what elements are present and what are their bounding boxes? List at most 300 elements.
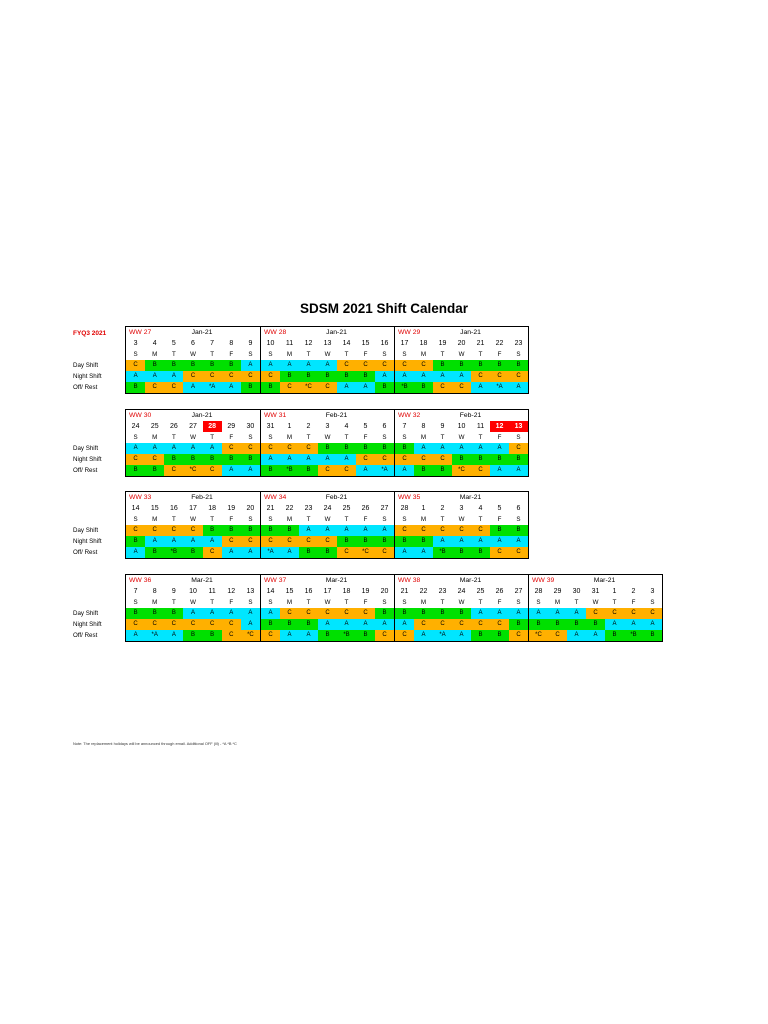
date-cell: 11 — [285, 340, 294, 347]
off-shift-cell: *A — [145, 630, 164, 641]
off-shift-cell: *A — [203, 382, 222, 393]
night-shift-cell: C — [241, 536, 260, 547]
weekday-cell: S — [402, 434, 407, 441]
weekday-cell: S — [382, 516, 387, 523]
day-shift-cell: A — [299, 525, 318, 536]
date-cell: 6 — [516, 505, 521, 512]
off-shift-cell: C — [261, 630, 280, 641]
night-shift-cell: C — [299, 536, 318, 547]
day-shift-cell: C — [183, 525, 202, 536]
off-shift-cell: A — [395, 547, 414, 558]
night-shift-cell: A — [395, 371, 414, 382]
day-shift-cell: B — [164, 360, 183, 371]
off-shift-cell: A — [414, 630, 433, 641]
day-shift-cell: A — [241, 360, 260, 371]
weekday-cell: W — [458, 516, 465, 523]
weekday-cell: S — [268, 434, 273, 441]
day-shift-cell: C — [356, 608, 375, 619]
weekday-cell: S — [536, 599, 541, 606]
day-shift-cell: A — [222, 608, 241, 619]
date-cell: 8 — [421, 423, 426, 430]
weekday-cell: T — [344, 434, 349, 441]
weekday-cell: T — [478, 599, 483, 606]
day-shift-cell: C — [126, 360, 145, 371]
weekday-cell: F — [229, 516, 234, 523]
work-week-label: WW 31 — [264, 412, 287, 419]
off-shift-cell: C — [471, 465, 490, 476]
month-label: Mar-21 — [191, 577, 213, 584]
off-shift-cell: B — [299, 547, 318, 558]
night-shift-cell: A — [452, 536, 471, 547]
night-shift-cell: A — [605, 619, 624, 630]
off-shift-cell: A — [509, 382, 528, 393]
calendar-block — [125, 326, 529, 394]
weekday-cell: T — [171, 599, 176, 606]
night-shift-cell: C — [509, 371, 528, 382]
off-shift-cell: B — [471, 630, 490, 641]
off-shift-cell: B — [241, 382, 260, 393]
off-shift-cell: A — [356, 465, 375, 476]
night-shift-cell: C — [471, 619, 490, 630]
off-shift-cell: A — [126, 547, 145, 558]
weekday-cell: M — [420, 599, 427, 606]
off-shift-cell: C — [337, 547, 356, 558]
night-shift-label: Night Shift — [73, 373, 102, 380]
day-shift-cell: A — [183, 443, 202, 454]
weekday-cell: T — [612, 599, 617, 606]
off-shift-cell: *C — [356, 547, 375, 558]
date-cell: 22 — [419, 588, 428, 595]
off-shift-cell: *C — [452, 465, 471, 476]
day-shift-cell: B — [318, 443, 337, 454]
night-shift-cell: B — [222, 454, 241, 465]
weekday-cell: F — [363, 434, 368, 441]
night-shift-cell: A — [643, 619, 662, 630]
night-shift-cell: C — [356, 454, 375, 465]
night-shift-cell: A — [145, 371, 164, 382]
night-shift-cell: B — [318, 371, 337, 382]
day-shift-cell: A — [318, 360, 337, 371]
weekday-cell: W — [190, 351, 196, 358]
date-cell: 3 — [325, 423, 330, 430]
page-title: SDSM 2021 Shift Calendar — [299, 301, 469, 316]
night-shift-cell: B — [356, 536, 375, 547]
night-shift-cell: A — [395, 619, 414, 630]
day-shift-cell: A — [471, 608, 490, 619]
off-shift-cell: A — [280, 547, 299, 558]
date-cell: 23 — [304, 505, 313, 512]
date-cell: 19 — [227, 505, 236, 512]
day-shift-cell: A — [548, 608, 567, 619]
date-cell: 19 — [438, 340, 447, 347]
weekday-cell: S — [402, 599, 407, 606]
off-shift-cell: *B — [337, 630, 356, 641]
date-cell: 23 — [438, 588, 447, 595]
date-cell: 27 — [514, 588, 523, 595]
weekday-cell: S — [516, 434, 521, 441]
night-shift-cell: C — [126, 454, 145, 465]
night-shift-cell: C — [164, 619, 183, 630]
night-shift-cell: B — [356, 371, 375, 382]
date-cell: 14 — [131, 505, 140, 512]
date-cell: 7 — [210, 340, 215, 347]
weekday-cell: F — [229, 599, 234, 606]
day-shift-cell: B — [203, 525, 222, 536]
work-week-label: WW 39 — [532, 577, 555, 584]
night-shift-cell: B — [529, 619, 548, 630]
day-shift-cell: A — [241, 608, 260, 619]
day-shift-cell: C — [375, 360, 394, 371]
night-shift-cell: A — [337, 619, 356, 630]
date-cell: 16 — [380, 340, 389, 347]
off-shift-cell: A — [280, 630, 299, 641]
date-cell: 5 — [171, 340, 176, 347]
month-label: Mar-21 — [459, 577, 482, 584]
day-shift-cell: A — [509, 608, 528, 619]
date-cell: 21 — [476, 340, 485, 347]
weekday-cell: S — [268, 351, 273, 358]
weekday-cell: W — [324, 599, 331, 606]
day-shift-cell: C — [509, 443, 528, 454]
week-column — [260, 575, 394, 641]
date-cell: 24 — [131, 423, 140, 430]
day-shift-cell: A — [414, 443, 433, 454]
day-shift-cell: B — [452, 608, 471, 619]
date-cell: 15 — [150, 505, 159, 512]
work-week-label: WW 30 — [129, 412, 152, 419]
weekday-cell: M — [420, 351, 427, 358]
date-cell: 5 — [497, 505, 502, 512]
date-cell: 25 — [476, 588, 485, 595]
off-shift-cell: A — [126, 630, 145, 641]
weekday-cell: S — [268, 599, 273, 606]
weekday-cell: S — [382, 434, 387, 441]
night-shift-cell: C — [183, 371, 202, 382]
day-shift-cell: C — [586, 608, 605, 619]
night-shift-cell: B — [567, 619, 586, 630]
day-shift-cell: C — [395, 360, 414, 371]
day-shift-cell: B — [433, 360, 452, 371]
date-cell: 14 — [342, 340, 351, 347]
day-shift-cell: C — [318, 608, 337, 619]
weekday-cell: S — [133, 434, 138, 441]
night-shift-cell: B — [337, 536, 356, 547]
weekday-cell: F — [229, 351, 234, 358]
weekday-cell: M — [286, 599, 293, 606]
date-cell: 28 — [400, 505, 409, 512]
date-cell: 2 — [631, 588, 636, 595]
day-shift-cell: C — [164, 525, 183, 536]
weekday-cell: M — [152, 434, 158, 441]
work-week-label: WW 36 — [129, 577, 152, 584]
date-cell: 17 — [323, 588, 332, 595]
date-cell: 2 — [306, 423, 311, 430]
day-shift-cell: B — [433, 608, 452, 619]
night-shift-cell: C — [203, 619, 222, 630]
month-label: Feb-21 — [325, 412, 348, 419]
weekday-cell: S — [133, 516, 138, 523]
night-shift-cell: C — [145, 454, 164, 465]
date-cell: 31 — [591, 588, 600, 595]
weekday-cell: M — [152, 599, 158, 606]
off-shift-cell: B — [356, 630, 375, 641]
fyq-label: FYQ3 2021 — [73, 330, 107, 337]
date-cell: 27 — [189, 423, 197, 430]
off-shift-cell: *C — [529, 630, 548, 641]
weekday-cell: F — [497, 516, 502, 523]
day-shift-cell: A — [433, 443, 452, 454]
off-shift-cell: C — [490, 547, 509, 558]
date-cell: 21 — [400, 588, 409, 595]
day-shift-cell: C — [356, 360, 375, 371]
night-shift-label: Night Shift — [73, 621, 102, 628]
date-cell: 12 — [227, 588, 236, 595]
night-shift-cell: A — [318, 454, 337, 465]
day-shift-cell: A — [261, 360, 280, 371]
month-label: Feb-21 — [325, 494, 348, 501]
week-column — [394, 410, 528, 476]
off-rest-label: Off/ Rest — [73, 632, 98, 639]
weekday-cell: S — [516, 351, 521, 358]
weekday-cell: S — [248, 351, 253, 358]
date-cell: 21 — [266, 505, 275, 512]
night-shift-cell: A — [337, 454, 356, 465]
weekday-cell: T — [306, 351, 311, 358]
night-shift-cell: B — [414, 536, 433, 547]
weekday-cell: W — [190, 516, 196, 523]
calendar-block — [125, 574, 663, 642]
day-shift-cell: C — [643, 608, 662, 619]
day-shift-cell: B — [375, 443, 394, 454]
off-shift-cell: C — [548, 630, 567, 641]
off-shift-cell: A — [183, 382, 202, 393]
day-shift-cell: A — [567, 608, 586, 619]
day-shift-cell: C — [414, 360, 433, 371]
weekday-cell: S — [382, 351, 387, 358]
night-shift-cell: C — [222, 619, 241, 630]
weekday-cell: T — [344, 516, 349, 523]
off-shift-cell: C — [222, 630, 241, 641]
date-cell: 16 — [169, 505, 178, 512]
off-shift-cell: A — [509, 465, 528, 476]
date-cell: 7 — [402, 423, 407, 430]
night-shift-cell: A — [183, 536, 202, 547]
week-column — [126, 410, 260, 476]
month-label: Mar-21 — [593, 577, 616, 584]
weekday-cell: W — [324, 434, 331, 441]
weekday-cell: W — [458, 351, 465, 358]
off-shift-cell: B — [452, 547, 471, 558]
date-cell: 29 — [553, 588, 562, 595]
week-column — [126, 575, 260, 641]
weekday-cell: F — [497, 351, 502, 358]
night-shift-cell: B — [261, 619, 280, 630]
date-cell: 31 — [266, 423, 275, 430]
row-labels — [73, 525, 102, 558]
night-shift-cell: B — [164, 454, 183, 465]
night-shift-cell: A — [164, 371, 183, 382]
date-cell: 13 — [246, 588, 255, 595]
date-cell: 4 — [344, 423, 349, 430]
weekday-cell: W — [458, 434, 465, 441]
off-shift-cell: A — [395, 465, 414, 476]
weekday-cell: F — [497, 599, 502, 606]
date-cell: 26 — [361, 505, 370, 512]
weekday-cell: T — [440, 351, 445, 358]
off-shift-cell: C — [318, 382, 337, 393]
date-cell: 10 — [266, 340, 275, 347]
weekday-cell: S — [516, 516, 521, 523]
footnote: Note: The replacement holidays will be announced through email. Additional OFF (lll) - *A *B *C — [73, 741, 237, 746]
weekday-cell: T — [344, 351, 349, 358]
date-cell: 10 — [457, 423, 466, 430]
weekday-cell: W — [458, 599, 465, 606]
night-shift-cell: B — [299, 619, 318, 630]
day-shift-cell: B — [490, 360, 509, 371]
day-shift-cell: A — [299, 360, 318, 371]
day-shift-cell: C — [452, 525, 471, 536]
night-shift-cell: C — [126, 619, 145, 630]
night-shift-cell: A — [509, 536, 528, 547]
day-shift-cell: A — [529, 608, 548, 619]
day-shift-cell: C — [414, 525, 433, 536]
night-shift-cell: A — [414, 371, 433, 382]
night-shift-cell: C — [261, 536, 280, 547]
off-shift-cell: A — [356, 382, 375, 393]
weekday-cell: T — [478, 516, 483, 523]
date-cell: 30 — [246, 423, 255, 430]
date-cell: 9 — [248, 340, 253, 347]
off-shift-cell: B — [318, 547, 337, 558]
date-cell: 28 — [203, 421, 222, 432]
date-cell: 1 — [287, 423, 292, 430]
night-shift-label: Night Shift — [73, 456, 102, 463]
weekday-cell: S — [382, 599, 387, 606]
day-shift-cell: A — [490, 443, 509, 454]
day-shift-cell: B — [509, 360, 528, 371]
off-shift-cell: B — [299, 465, 318, 476]
date-cell: 4 — [478, 505, 483, 512]
off-shift-cell: A — [222, 547, 241, 558]
weekday-cell: M — [152, 351, 158, 358]
work-week-label: WW 28 — [264, 329, 287, 336]
night-shift-cell: A — [299, 454, 318, 465]
weekday-cell: T — [306, 516, 311, 523]
off-shift-cell: A — [222, 465, 241, 476]
date-cell: 28 — [534, 588, 543, 595]
off-shift-cell: A — [337, 382, 356, 393]
off-shift-cell: A — [586, 630, 605, 641]
night-shift-label: Night Shift — [73, 538, 102, 545]
date-cell: 24 — [323, 505, 332, 512]
date-cell: 3 — [459, 505, 464, 512]
date-cell: 8 — [229, 340, 234, 347]
off-shift-cell: C — [164, 465, 183, 476]
night-shift-cell: C — [395, 454, 414, 465]
night-shift-cell: A — [624, 619, 643, 630]
day-shift-cell: C — [280, 443, 299, 454]
month-label: Jan-21 — [460, 329, 481, 336]
weekday-cell: T — [171, 351, 176, 358]
night-shift-cell: A — [452, 371, 471, 382]
night-shift-cell: C — [490, 371, 509, 382]
week-column — [528, 575, 662, 641]
off-shift-cell: A — [490, 465, 509, 476]
off-shift-cell: *C — [241, 630, 260, 641]
weekday-cell: S — [248, 516, 253, 523]
night-shift-cell: C — [145, 619, 164, 630]
night-shift-cell: B — [375, 536, 394, 547]
day-shift-cell: B — [280, 525, 299, 536]
weekday-cell: F — [363, 351, 368, 358]
date-cell: 10 — [189, 588, 197, 595]
date-cell: 1 — [612, 588, 617, 595]
night-shift-cell: A — [490, 536, 509, 547]
off-shift-cell: C — [203, 465, 222, 476]
date-cell: 26 — [169, 423, 178, 430]
night-shift-cell: A — [375, 371, 394, 382]
day-shift-cell: B — [337, 443, 356, 454]
week-column — [126, 492, 260, 558]
row-labels — [73, 608, 102, 641]
weekday-cell: W — [324, 351, 331, 358]
week-column — [394, 492, 528, 558]
off-shift-cell: C — [433, 382, 452, 393]
date-cell: 24 — [457, 588, 466, 595]
night-shift-cell: A — [164, 536, 183, 547]
off-shift-cell: A — [164, 630, 183, 641]
night-shift-cell: C — [452, 619, 471, 630]
off-shift-cell: C — [164, 382, 183, 393]
day-shift-cell: B — [241, 525, 260, 536]
day-shift-cell: A — [471, 443, 490, 454]
night-shift-cell: B — [452, 454, 471, 465]
date-cell: 25 — [150, 423, 159, 430]
work-week-label: WW 38 — [398, 577, 421, 584]
night-shift-cell: C — [280, 536, 299, 547]
date-cell: 3 — [133, 340, 138, 347]
row-labels — [73, 443, 102, 476]
off-shift-cell: C — [280, 382, 299, 393]
night-shift-cell: C — [261, 371, 280, 382]
day-shift-cell: A — [375, 525, 394, 536]
night-shift-cell: A — [203, 536, 222, 547]
off-shift-cell: *A — [490, 382, 509, 393]
day-shift-cell: B — [471, 360, 490, 371]
weekday-cell: S — [133, 351, 138, 358]
off-shift-cell: B — [414, 382, 433, 393]
week-column — [394, 327, 528, 393]
weekday-cell: S — [268, 516, 273, 523]
off-shift-cell: A — [241, 465, 260, 476]
night-shift-cell: B — [337, 371, 356, 382]
day-shift-cell: A — [280, 360, 299, 371]
work-week-label: WW 37 — [264, 577, 287, 584]
weekday-cell: M — [420, 516, 427, 523]
night-shift-cell: B — [509, 619, 528, 630]
date-cell: 20 — [380, 588, 389, 595]
off-rest-label: Off/ Rest — [73, 384, 98, 391]
off-shift-cell: *C — [299, 382, 318, 393]
date-cell: 15 — [361, 340, 370, 347]
date-cell: 18 — [342, 588, 351, 595]
weekday-cell: T — [306, 434, 311, 441]
off-rest-label: Off/ Rest — [73, 467, 98, 474]
weekday-cell: S — [650, 599, 655, 606]
night-shift-cell: B — [241, 454, 260, 465]
night-shift-cell: B — [395, 536, 414, 547]
day-shift-cell: A — [203, 608, 222, 619]
